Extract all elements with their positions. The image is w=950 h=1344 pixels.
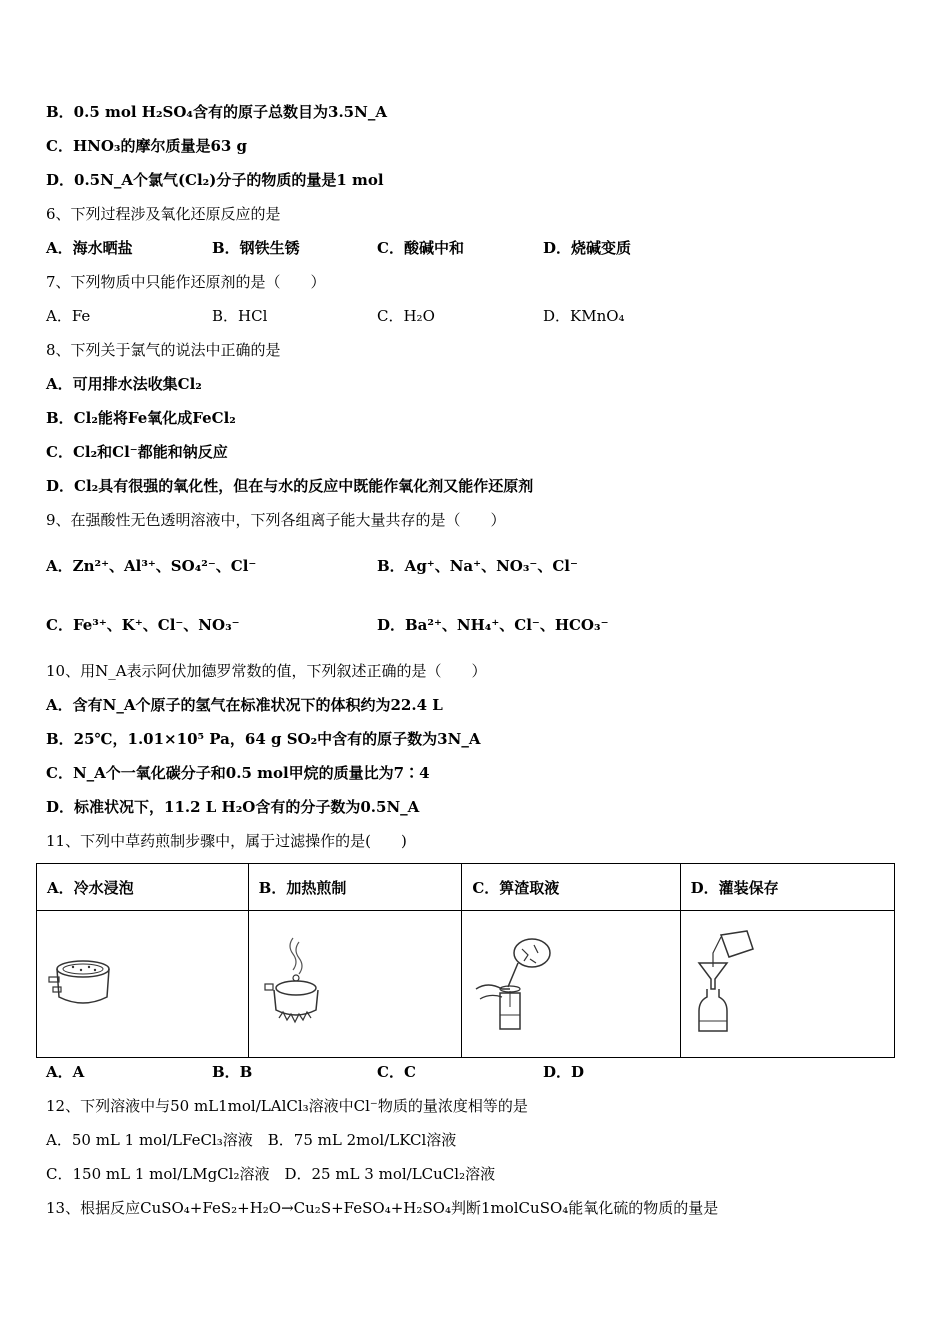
q9-stem: 9、在强酸性无色透明溶液中，下列各组离子能大量共存的是（ ） bbox=[46, 511, 506, 529]
q11-option-b: B．B bbox=[212, 1063, 253, 1081]
q7-option-b: B．HCl bbox=[212, 307, 268, 325]
filtering-illustration bbox=[472, 927, 562, 1037]
step-b-image-cell bbox=[248, 911, 462, 1058]
step-a-header: A．冷水浸泡 bbox=[37, 864, 249, 911]
bottling-illustration bbox=[691, 927, 771, 1037]
q10-stem: 10、用N_A表示阿伏加德罗常数的值，下列叙述正确的是（ ） bbox=[46, 662, 487, 680]
q11-option-a: A．A bbox=[46, 1063, 85, 1081]
q11-stem: 11、下列中草药煎制步骤中，属于过滤操作的是( ) bbox=[46, 832, 407, 850]
step-c-header: C．箅渣取液 bbox=[462, 864, 680, 911]
q8-option-b: B．Cl₂能将Fe氧化成FeCl₂ bbox=[46, 409, 236, 427]
q6-option-c: C．酸碱中和 bbox=[377, 239, 464, 257]
q9-option-d: D．Ba²⁺、NH₄⁺、Cl⁻、HCO₃⁻ bbox=[377, 616, 609, 634]
q11-steps-table bbox=[36, 863, 895, 1058]
q6-option-a: A．海水晒盐 bbox=[46, 239, 133, 257]
q8-option-a: A．可用排水法收集Cl₂ bbox=[46, 375, 202, 393]
q6-stem: 6、下列过程涉及氧化还原反应的是 bbox=[46, 205, 281, 223]
step-d-image-cell bbox=[680, 911, 894, 1058]
step-a-image-cell bbox=[37, 911, 249, 1058]
q7-option-d: D．KMnO₄ bbox=[543, 307, 625, 325]
q9-option-b: B．Ag⁺、Na⁺、NO₃⁻、Cl⁻ bbox=[377, 557, 578, 575]
q9-option-c: C．Fe³⁺、K⁺、Cl⁻、NO₃⁻ bbox=[46, 616, 240, 634]
q7-stem: 7、下列物质中只能作还原剂的是（ ） bbox=[46, 273, 326, 291]
q6-option-b: B．钢铁生锈 bbox=[212, 239, 300, 257]
q12-options-ab: A．50 mL 1 mol/LFeCl₃溶液 B．75 mL 2mol/LKCl溶液 bbox=[46, 1131, 457, 1149]
q5-option-b: B．0.5 mol H₂SO₄含有的原子总数目为3.5N_A bbox=[46, 103, 387, 121]
q11-option-c: C．C bbox=[377, 1063, 416, 1081]
step-c-image-cell bbox=[462, 911, 680, 1058]
q8-stem: 8、下列关于氯气的说法中正确的是 bbox=[46, 341, 281, 359]
q10-option-c: C．N_A个一氧化碳分子和0.5 mol甲烷的质量比为7∶4 bbox=[46, 764, 430, 782]
q7-option-c: C．H₂O bbox=[377, 307, 435, 325]
soaking-pot-illustration bbox=[47, 947, 117, 1017]
q10-option-d: D．标准状况下，11.2 L H₂O含有的分子数为0.5N_A bbox=[46, 798, 420, 816]
q8-option-d: D．Cl₂具有很强的氧化性，但在与水的反应中既能作氧化剂又能作还原剂 bbox=[46, 477, 534, 495]
q11-option-d: D．D bbox=[543, 1063, 585, 1081]
q6-option-d: D．烧碱变质 bbox=[543, 239, 632, 257]
q10-option-b: B．25℃，1.01×10⁵ Pa，64 g SO₂中含有的原子数为3N_A bbox=[46, 730, 481, 748]
step-d-header: D．灌装保存 bbox=[680, 864, 894, 911]
q10-option-a: A．含有N_A个原子的氢气在标准状况下的体积约为22.4 L bbox=[46, 696, 443, 714]
q8-option-c: C．Cl₂和Cl⁻都能和钠反应 bbox=[46, 443, 228, 461]
boiling-pot-illustration bbox=[259, 932, 329, 1032]
q9-option-a: A．Zn²⁺、Al³⁺、SO₄²⁻、Cl⁻ bbox=[46, 557, 257, 575]
q7-option-a: A．Fe bbox=[46, 307, 91, 325]
q13-stem: 13、根据反应CuSO₄+FeS₂+H₂O→Cu₂S+FeSO₄+H₂SO₄判断1molCuSO₄能氧化硫的物质的量是 bbox=[46, 1199, 719, 1217]
q5-option-c: C．HNO₃的摩尔质量是63 g bbox=[46, 137, 248, 155]
q5-option-d: D．0.5N_A个氯气(Cl₂)分子的物质的量是1 mol bbox=[46, 171, 384, 189]
q12-stem: 12、下列溶液中与50 mL1mol/LAlCl₃溶液中Cl⁻物质的量浓度相等的是 bbox=[46, 1097, 528, 1115]
q12-options-cd: C．150 mL 1 mol/LMgCl₂溶液 D．25 mL 3 mol/LCuCl₂溶液 bbox=[46, 1165, 496, 1183]
step-b-header: B．加热煎制 bbox=[248, 864, 462, 911]
